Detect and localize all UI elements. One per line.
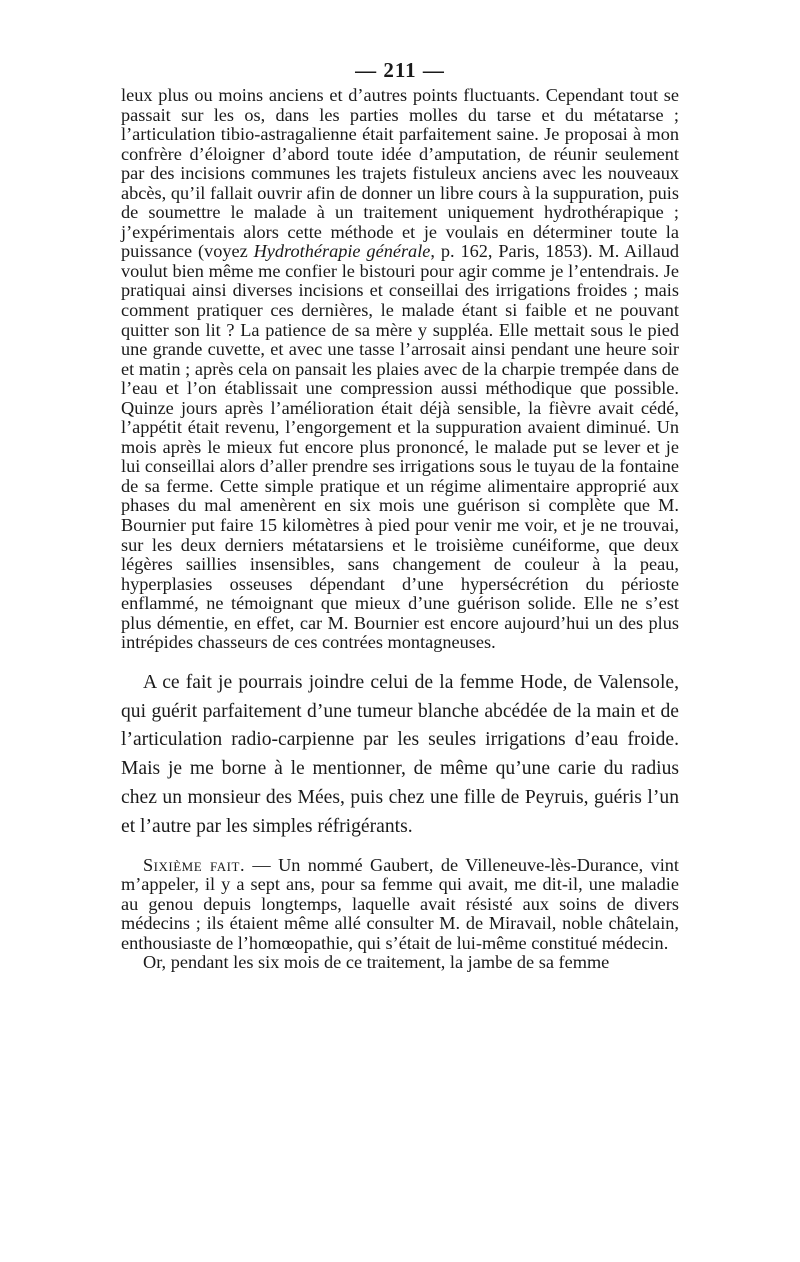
book-title-italic: Hydrothérapie générale bbox=[253, 241, 431, 262]
page-number: — 211 — bbox=[355, 58, 445, 82]
paragraph-1-text-a: leux plus ou moins anciens et d’autres points fluctuants. Cependant tout se passait sur les os, dans les parties molles du tarse et du métatarse ; l’articulation tibio-astragalienne était parfaitement saine. Je proposai à mon confrère d’éloigner d’abord toute idée d’amputation, de réunir seulement par des incisions communes les trajets fistuleux anciens avec les nouveaux abcès, qu’il fallait ouvrir afin de donner un libre cours à la suppuration, puis de soumettre le malade à un traitement uniquement hydrothérapique ; j’expérimentais alors cette méthode et je voulais en déterminer toute la puissance (voyez bbox=[121, 85, 679, 262]
section-heading: Sixième fait. bbox=[143, 854, 246, 875]
paragraph-3 bbox=[121, 856, 679, 954]
text-column bbox=[121, 86, 679, 973]
paragraph-1-text-b: , p. 162, Paris, 1853). M. Aillaud voulut bien même me confier le bistouri pour agir comme je l’entendrais. Je pratiquai ainsi diverses incisions et conseillai des irrigations froides ; mais comment pratiquer ces dernières, le malade étant si faible et ne pouvant quitter son lit ? La patience de sa mère y suppléa. Elle mettait sous le pied une grande cuvette, et avec une tasse l’arrosait ainsi pendant une heure soir et matin ; après cela on pansait les plaies avec de la charpie trempée dans de l’eau et l’on établissait une compression aussi méthodique que possible. Quinze jours après l’amélioration était déjà sensible, la fièvre avait cédé, l’appétit était revenu, l’engorgement et la suppuration avaient diminué. Un mois après le mieux fut encore plus prononcé, le malade put se lever et je lui conseillai alors d’aller prendre ses irrigations sous le tuyau de la fontaine de sa ferme. Cette simple pratique et un régime alimentaire approprié aux phases du mal amenèrent en six mois une guérison si complète que M. Bournier put faire 15 kilomètres à pied pour venir me voir, et je ne trouvai, sur les deux derniers métatarsiens et le troisième cunéiforme, que deux légères saillies insensibles, sans changement de couleur à la peau, hyperplasies osseuses dépendant d’une hypersécrétion du périoste enflammé, ne témoignant que mieux d’une guérison solide. Elle ne s’est plus démentie, en effet, car M. Bournier est encore aujourd’hui un des plus intrépides chasseurs de ces contrées montagneuses. bbox=[121, 241, 680, 653]
paragraph-1 bbox=[121, 86, 679, 653]
paragraph-2: A ce fait je pourrais joindre celui de la femme Hode, de Valensole, qui guérit parfaitement d’une tumeur blanche abcédée de la main et de l’articulation radio-carpienne par les seules irrigations d’eau froide. Mais je me borne à le mentionner, de même qu’une carie du radius chez un monsieur des Mées, puis chez une fille de Peyruis, guéris l’un et l’autre par les simples réfrigérants. bbox=[121, 671, 679, 837]
paragraph-4: Or, pendant les six mois de ce traitement, la jambe de sa femme bbox=[143, 952, 610, 973]
paragraph-3-body: — Un nommé Gaubert, de Villeneuve-lès-Durance, vint m’appeler, il y a sept ans, pour sa femme qui avait, me dit-il, une maladie au genou depuis longtemps, laquelle avait résisté aux soins de divers médecins ; ils étaient même allé consulter M. de Miravail, noble châtelain, enthousiaste de l’homœopathie, qui s’était de lui-même constitué médecin. bbox=[121, 854, 679, 953]
